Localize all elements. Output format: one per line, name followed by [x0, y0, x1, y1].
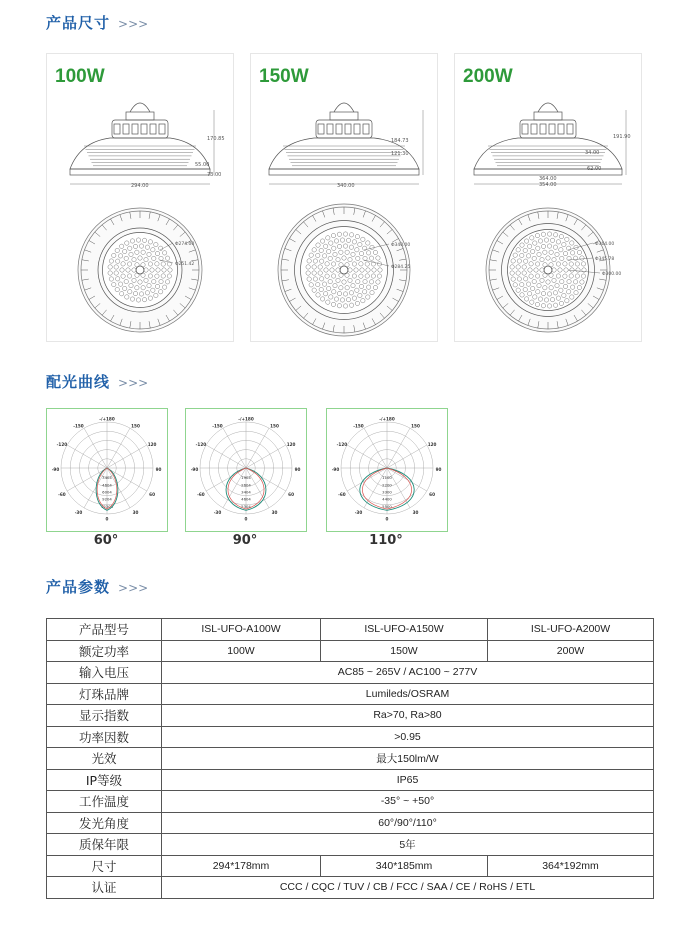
angle-label: -30 — [354, 510, 363, 516]
angle-label: 150 — [411, 423, 420, 429]
dimension-label: 354.00 — [539, 182, 557, 188]
chevron-icon: >>> — [118, 17, 149, 31]
intensity-label: 3404 — [241, 489, 251, 495]
polar-plot — [327, 409, 447, 531]
angle-label: -90 — [190, 466, 199, 472]
angle-label: -60 — [338, 491, 346, 497]
angle-label: 120 — [427, 442, 437, 448]
table-cell: AC85 ~ 265V / AC100 ~ 277V — [162, 662, 654, 684]
table-cell: 294*178mm — [162, 855, 321, 877]
row-label: 质保年限 — [47, 834, 162, 856]
angle-label: -150 — [212, 423, 223, 429]
drawing-card-200w — [454, 53, 642, 342]
table-row — [47, 855, 654, 877]
intensity-label: 5304 — [241, 503, 251, 509]
dimension-label: 55.00 — [195, 162, 210, 168]
intensity-label: 3300 — [382, 489, 392, 495]
angle-label: -/+180 — [99, 416, 115, 422]
dimension-label: 34.00 — [585, 150, 600, 156]
angle-label: 0 — [244, 516, 248, 522]
dimension-label: 184.73 — [391, 138, 409, 144]
dimension-label: Φ284.25 — [391, 265, 411, 270]
angle-label: 90 — [155, 466, 162, 472]
intensity-label: 2604 — [241, 482, 251, 488]
intensity-label: 4604 — [241, 496, 251, 502]
table-cell: ISL-UFO-A150W — [321, 619, 488, 641]
row-label: 发光角度 — [47, 812, 162, 834]
angle-label: -120 — [195, 442, 207, 448]
polar-chart-90 — [185, 408, 307, 532]
table-row — [47, 877, 654, 899]
drawing-card-150w — [250, 53, 438, 342]
table-cell: 340*185mm — [321, 855, 488, 877]
polar-plot — [47, 409, 167, 531]
beam-angle-label: 110° — [369, 533, 403, 548]
table-row — [47, 640, 654, 662]
angle-label: 30 — [412, 510, 419, 516]
intensity-label: 12304 — [100, 503, 114, 509]
table-cell: Ra>70, Ra>80 — [162, 705, 654, 727]
section-title-size — [46, 12, 148, 33]
table-row — [47, 705, 654, 727]
intensity-label: 3404 — [102, 475, 112, 481]
technical-drawing — [455, 54, 641, 341]
intensity-label: 6004 — [102, 489, 112, 495]
dimension-label: Φ251.42 — [175, 262, 195, 267]
section-title-text: 配光曲线 — [46, 373, 111, 391]
angle-label: -60 — [197, 491, 205, 497]
beam-angle-label: 60° — [93, 533, 119, 548]
drawing-card-100w — [46, 53, 234, 342]
table-row — [47, 791, 654, 813]
dimension-label: 364.00 — [539, 176, 557, 182]
angle-label: 90 — [435, 466, 442, 472]
table-cell: 最大150lm/W — [162, 748, 654, 770]
intensity-label: 1100 — [382, 475, 392, 481]
table-cell: IP65 — [162, 769, 654, 791]
polar-plot — [186, 409, 306, 531]
table-cell: 5年 — [162, 834, 654, 856]
intensity-label: 4604 — [102, 482, 112, 488]
dimension-label: Φ364.00 — [595, 242, 615, 247]
dimension-label: 340.00 — [337, 183, 355, 189]
angle-label: -90 — [51, 466, 60, 472]
table-cell: ISL-UFO-A200W — [488, 619, 654, 641]
table-row — [47, 769, 654, 791]
section-title-params — [46, 576, 148, 597]
dimension-label: Φ300.00 — [602, 272, 622, 277]
table-cell: Lumileds/OSRAM — [162, 683, 654, 705]
angle-label: -150 — [353, 423, 364, 429]
table-cell: ISL-UFO-A100W — [162, 619, 321, 641]
chevron-icon: >>> — [118, 376, 149, 390]
row-label: 工作温度 — [47, 791, 162, 813]
row-label: 灯珠品牌 — [47, 683, 162, 705]
section-title-text: 产品尺寸 — [46, 14, 111, 32]
section-title-text: 产品参数 — [46, 578, 111, 596]
table-row — [47, 662, 654, 684]
table-row — [47, 834, 654, 856]
angle-label: -120 — [336, 442, 348, 448]
table-row — [47, 812, 654, 834]
polar-chart-60 — [46, 408, 168, 532]
dimension-label: 121.30 — [391, 151, 409, 157]
row-label: 功率因数 — [47, 726, 162, 748]
angle-label: -90 — [331, 466, 340, 472]
technical-drawing — [251, 54, 437, 341]
table-row — [47, 683, 654, 705]
table-row — [47, 726, 654, 748]
angle-label: 30 — [132, 510, 139, 516]
dimension-label: Φ340.00 — [391, 243, 411, 248]
angle-label: 90 — [294, 466, 301, 472]
table-cell: 60°/90°/110° — [162, 812, 654, 834]
angle-label: 0 — [105, 516, 109, 522]
angle-label: 60 — [288, 491, 294, 497]
angle-label: 0 — [385, 516, 389, 522]
section-title-curve — [46, 371, 148, 392]
table-cell: >0.95 — [162, 726, 654, 748]
intensity-label: 4400 — [382, 496, 392, 502]
angle-label: -/+180 — [238, 416, 254, 422]
model-label: 200W — [463, 66, 513, 87]
technical-drawing — [47, 54, 233, 341]
intensity-label: 1904 — [241, 475, 251, 481]
table-cell: 364*192mm — [488, 855, 654, 877]
table-cell: -35° ~ +50° — [162, 791, 654, 813]
table-cell: 150W — [321, 640, 488, 662]
chevron-icon: >>> — [118, 581, 149, 595]
row-label: 认证 — [47, 877, 162, 899]
angle-label: 120 — [147, 442, 157, 448]
angle-label: 150 — [270, 423, 279, 429]
angle-label: -/+180 — [379, 416, 395, 422]
intensity-label: 5500 — [382, 503, 392, 509]
row-label: 光效 — [47, 748, 162, 770]
row-label: 输入电压 — [47, 662, 162, 684]
intensity-label: 9204 — [102, 496, 112, 502]
angle-label: 150 — [131, 423, 140, 429]
dimension-label: 62.00 — [587, 166, 602, 172]
angle-label: 60 — [149, 491, 155, 497]
dimension-label: Φ274.00 — [175, 242, 195, 247]
spec-table — [46, 618, 654, 899]
angle-label: 60 — [429, 491, 435, 497]
row-label: 显示指数 — [47, 705, 162, 727]
model-label: 150W — [259, 66, 309, 87]
row-label: IP等级 — [47, 769, 162, 791]
table-row — [47, 619, 654, 641]
polar-chart-110 — [326, 408, 448, 532]
table-cell: 200W — [488, 640, 654, 662]
angle-label: 120 — [286, 442, 296, 448]
row-label: 尺寸 — [47, 855, 162, 877]
row-label: 额定功率 — [47, 640, 162, 662]
angle-label: 30 — [271, 510, 278, 516]
table-cell: CCC / CQC / TUV / CB / FCC / SAA / CE / RoHS / ETL — [162, 877, 654, 899]
angle-label: -120 — [56, 442, 68, 448]
intensity-label: 2200 — [382, 482, 392, 488]
row-label: 产品型号 — [47, 619, 162, 641]
table-row — [47, 748, 654, 770]
dimension-label: 73.00 — [207, 172, 222, 178]
dimension-label: 294.00 — [131, 183, 149, 189]
angle-label: -30 — [74, 510, 83, 516]
table-cell: 100W — [162, 640, 321, 662]
dimension-label: Φ345.78 — [595, 257, 615, 262]
beam-angle-label: 90° — [232, 533, 258, 548]
dimension-label: 170.85 — [207, 136, 225, 142]
angle-label: -150 — [73, 423, 84, 429]
angle-label: -30 — [213, 510, 222, 516]
dimension-label: 191.90 — [613, 134, 631, 140]
angle-label: -60 — [58, 491, 66, 497]
model-label: 100W — [55, 66, 105, 87]
